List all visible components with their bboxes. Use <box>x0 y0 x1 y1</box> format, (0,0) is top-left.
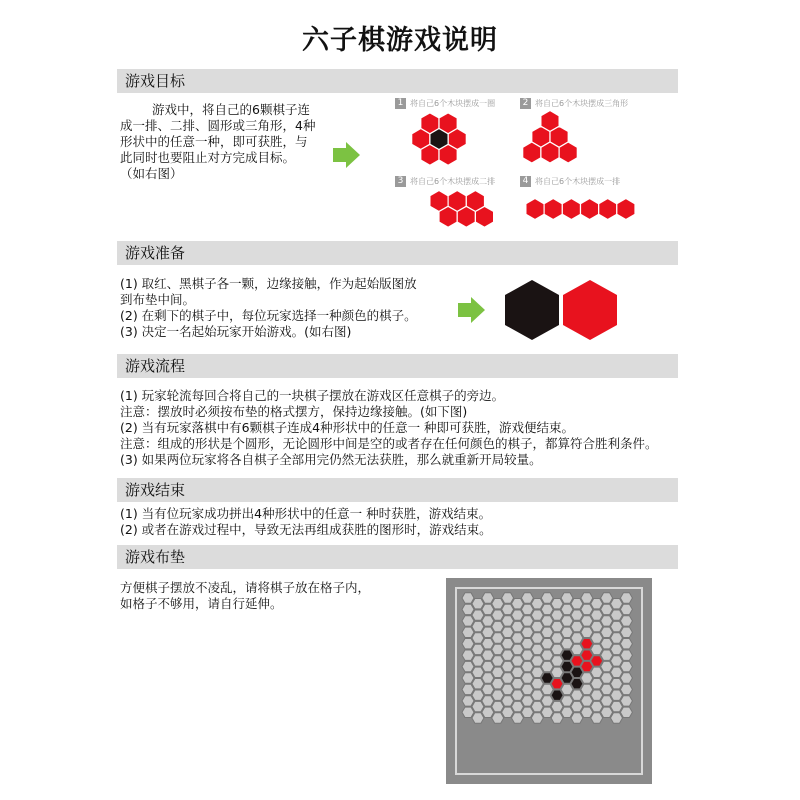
figure-caption: 将自己6个木块摆成二排 <box>410 177 496 186</box>
board-cell <box>541 604 553 614</box>
board-cell <box>521 661 533 671</box>
board-cell <box>482 673 494 683</box>
board-cell <box>482 650 494 660</box>
board-cell <box>591 713 603 723</box>
board-cell <box>482 616 494 626</box>
board-cell <box>611 610 623 620</box>
board-cell <box>620 593 632 603</box>
board-cell <box>512 633 524 643</box>
board-cell <box>462 639 474 649</box>
flow-line: (1) 玩家轮流每回合将自己的一块棋子摆放在游戏区任意棋子的旁边。 <box>120 388 505 403</box>
board-cell <box>541 627 553 637</box>
prepare-line: 到布垫中间。 <box>120 292 196 307</box>
board-cell <box>531 701 543 711</box>
board-cell <box>571 610 583 620</box>
black-piece <box>561 661 573 671</box>
board-cell <box>512 701 524 711</box>
board-cell <box>620 684 632 694</box>
board-cell <box>492 690 504 700</box>
board-cell <box>561 604 573 614</box>
prepare-line: (3) 决定一名起始玩家开始游戏。(如右图) <box>120 324 352 339</box>
board-cell <box>472 656 484 666</box>
page-title: 六子棋游戏说明 <box>302 25 498 56</box>
board-cell <box>521 627 533 637</box>
board-cell <box>541 684 553 694</box>
board-cell <box>591 667 603 677</box>
board-cell <box>512 656 524 666</box>
figure-number: 2 <box>520 98 531 109</box>
board-cell <box>462 707 474 717</box>
board-cell <box>561 627 573 637</box>
figure-caption: 将自己6个木块摆成一圈 <box>410 99 496 108</box>
red-piece <box>544 199 562 220</box>
board-cell <box>531 656 543 666</box>
board-cell <box>591 690 603 700</box>
board-cell <box>512 713 524 723</box>
flow-line: 注意：组成的形状是个圆形，无论圆形中间是空的或者存在任何颜色的棋子，都算符合胜利条件。 <box>120 436 658 451</box>
board-cell <box>472 633 484 643</box>
board-cell <box>601 639 613 649</box>
figure-caption: 将自己6个木块摆成三角形 <box>535 99 629 108</box>
red-piece <box>439 206 457 227</box>
black-piece <box>505 280 559 340</box>
board-cell <box>521 639 533 649</box>
figure-number: 1 <box>395 98 406 109</box>
board-cell <box>601 661 613 671</box>
board-cell <box>492 713 504 723</box>
flow-text <box>120 388 658 468</box>
board-cell <box>531 599 543 609</box>
red-piece <box>599 199 617 220</box>
board-cell <box>581 696 593 706</box>
end-line: (1) 当有位玩家成功拼出4种形状中的任意一 种时获胜，游戏结束。 <box>120 506 492 521</box>
red-piece <box>457 206 475 227</box>
board-cell <box>462 604 474 614</box>
board-cell <box>620 616 632 626</box>
board-cell <box>581 684 593 694</box>
goal-line: 形状中的任意一种，即可获胜，与 <box>120 134 308 149</box>
board-cell <box>521 650 533 660</box>
end-line: (2) 或者在游戏过程中，导致无法再组成获胜的图形时，游戏结束。 <box>120 522 492 537</box>
board-cell <box>611 644 623 654</box>
board-cell <box>531 713 543 723</box>
board-cell <box>571 599 583 609</box>
board-cell <box>571 713 583 723</box>
board-cell <box>521 673 533 683</box>
board-cell <box>571 621 583 631</box>
board-cell <box>620 604 632 614</box>
board-cell <box>472 690 484 700</box>
board-cell <box>551 621 563 631</box>
board-cell <box>611 667 623 677</box>
board-cell <box>601 673 613 683</box>
black-piece <box>571 679 583 689</box>
board-cell <box>591 701 603 711</box>
board-cell <box>462 593 474 603</box>
board-cell <box>620 696 632 706</box>
board-cell <box>462 684 474 694</box>
board-cell <box>551 599 563 609</box>
board-cell <box>571 690 583 700</box>
board-cell <box>531 633 543 643</box>
board-cell <box>611 633 623 643</box>
board-cell <box>551 610 563 620</box>
board-cell <box>541 696 553 706</box>
section-heading-prepare: 游戏准备 <box>117 241 678 265</box>
board-cell <box>521 684 533 694</box>
starting-pieces-figure <box>502 278 622 340</box>
board-cell <box>462 673 474 683</box>
red-piece <box>523 142 541 163</box>
goal-line: 成一排、二排、圆形或三角形，4种 <box>120 118 316 133</box>
board-cell <box>611 621 623 631</box>
board-cell <box>512 610 524 620</box>
board-cell <box>531 621 543 631</box>
figure-number: 3 <box>395 176 406 187</box>
board-cell <box>502 696 514 706</box>
figure-label-two-rows <box>395 176 495 187</box>
board-cell <box>492 599 504 609</box>
board-cell <box>472 599 484 609</box>
board-cell <box>541 593 553 603</box>
red-piece <box>581 650 593 660</box>
board-cell <box>462 661 474 671</box>
black-piece <box>551 690 563 700</box>
black-piece <box>561 650 573 660</box>
board-cell <box>591 679 603 689</box>
board-cell <box>601 593 613 603</box>
board-cell <box>581 707 593 717</box>
flow-line: (3) 如果两位玩家将各自棋子全部用完仍然无法获胜，那么就重新开局较量。 <box>120 452 542 467</box>
board-cell <box>462 616 474 626</box>
section-heading-mat: 游戏布垫 <box>117 545 678 569</box>
red-piece <box>571 656 583 666</box>
board-cell <box>462 696 474 706</box>
board-cell <box>472 621 484 631</box>
section-heading-end: 游戏结束 <box>117 478 678 502</box>
board-cell <box>482 604 494 614</box>
board-cell <box>502 616 514 626</box>
goal-line: 此同时也要阻止对方完成目标。 <box>120 150 296 165</box>
board-cell <box>492 621 504 631</box>
figure-caption: 将自己6个木块摆成一排 <box>535 177 621 186</box>
board-cell <box>601 650 613 660</box>
board-cell <box>571 644 583 654</box>
board-cell <box>512 679 524 689</box>
red-piece <box>581 661 593 671</box>
red-piece <box>617 199 635 220</box>
red-piece <box>551 679 563 689</box>
board-cell <box>502 673 514 683</box>
board-cell <box>492 701 504 711</box>
figure-triangle-shape <box>510 108 590 170</box>
board-cell <box>472 701 484 711</box>
flow-line: (2) 当有玩家落棋中有6颗棋子连成4种形状中的任意一 种即可获胜，游戏便结束。 <box>120 420 575 435</box>
board-cell <box>541 707 553 717</box>
board-cell <box>601 604 613 614</box>
board-cell <box>591 610 603 620</box>
board-cell <box>521 707 533 717</box>
prepare-line: (2) 在剩下的棋子中，每位玩家选择一种颜色的棋子。 <box>120 308 417 323</box>
board-cell <box>561 616 573 626</box>
board-cell <box>620 707 632 717</box>
red-piece <box>526 199 544 220</box>
board-cell <box>620 650 632 660</box>
board-cell <box>512 667 524 677</box>
board-cell <box>531 610 543 620</box>
board-cell <box>561 593 573 603</box>
board-cell <box>561 696 573 706</box>
board-cell <box>581 616 593 626</box>
figure-label-one-row <box>520 176 620 187</box>
board-cell <box>521 593 533 603</box>
arrow-right-icon <box>330 140 362 170</box>
board-cell <box>492 633 504 643</box>
board-cell <box>502 707 514 717</box>
board-cell <box>472 713 484 723</box>
board-cell <box>551 656 563 666</box>
board-cell <box>601 627 613 637</box>
board-cell <box>531 667 543 677</box>
board-cell <box>541 661 553 671</box>
board-cell <box>482 661 494 671</box>
board-cell <box>581 627 593 637</box>
board-cell <box>551 644 563 654</box>
board-cell <box>502 604 514 614</box>
black-piece <box>541 673 553 683</box>
board-cell <box>472 644 484 654</box>
board-cell <box>492 644 504 654</box>
board-cell <box>462 650 474 660</box>
board-cell <box>551 633 563 643</box>
board-cell <box>551 713 563 723</box>
board-cell <box>512 599 524 609</box>
arrow-right-icon <box>455 295 487 325</box>
figure-circle-shape <box>405 108 475 170</box>
board-cell <box>531 679 543 689</box>
board-cell <box>551 667 563 677</box>
board-cell <box>561 684 573 694</box>
board-cell <box>531 690 543 700</box>
board-cell <box>591 599 603 609</box>
board-cell <box>551 701 563 711</box>
figure-one-row-shape <box>525 197 650 221</box>
board-cell <box>482 684 494 694</box>
section-heading-flow: 游戏流程 <box>117 354 678 378</box>
red-piece <box>541 142 559 163</box>
mat-line: 方便棋子摆放不凌乱，请将棋子放在格子内， <box>120 580 371 595</box>
board-cell <box>492 667 504 677</box>
board-cell <box>521 696 533 706</box>
board-cell <box>620 661 632 671</box>
red-piece <box>559 142 577 163</box>
board-cell <box>611 713 623 723</box>
board-cell <box>611 701 623 711</box>
board-cell <box>492 679 504 689</box>
goal-line: （如右图） <box>120 166 183 181</box>
board-cell <box>482 696 494 706</box>
black-piece <box>430 129 448 150</box>
board-cell <box>502 684 514 694</box>
board-cell <box>591 644 603 654</box>
board-cell <box>502 639 514 649</box>
prepare-text <box>120 276 417 340</box>
black-piece <box>571 667 583 677</box>
red-piece <box>581 639 593 649</box>
end-text <box>120 506 492 538</box>
board-cell <box>482 593 494 603</box>
board-cell <box>472 679 484 689</box>
board-cell <box>472 667 484 677</box>
black-piece <box>561 673 573 683</box>
board-cell <box>571 633 583 643</box>
board-cell <box>611 599 623 609</box>
mat-line: 如格子不够用，请自行延伸。 <box>120 596 283 611</box>
board-cell <box>581 604 593 614</box>
board-cell <box>581 673 593 683</box>
prepare-line: (1) 取红、黑棋子各一颗，边缘接触，作为起始版图放 <box>120 276 417 291</box>
red-piece <box>475 206 493 227</box>
red-piece <box>591 656 603 666</box>
board-cell <box>482 627 494 637</box>
goal-text <box>120 102 315 182</box>
board-cell <box>601 707 613 717</box>
figure-two-rows-shape <box>425 190 505 232</box>
board-cell <box>521 604 533 614</box>
board-cell <box>611 656 623 666</box>
board-cell <box>620 639 632 649</box>
board-cell <box>502 593 514 603</box>
board-cell <box>571 701 583 711</box>
mat-text <box>120 580 370 612</box>
board-cell <box>502 650 514 660</box>
board-cell <box>601 684 613 694</box>
red-piece <box>562 199 580 220</box>
board-cell <box>531 644 543 654</box>
board-cell <box>591 621 603 631</box>
board-cell <box>512 644 524 654</box>
section-heading-goal: 游戏目标 <box>117 69 678 93</box>
board-cell <box>472 610 484 620</box>
board-cell <box>502 661 514 671</box>
board-cell <box>601 616 613 626</box>
game-mat-board <box>446 578 652 784</box>
figure-number: 4 <box>520 176 531 187</box>
board-cell <box>541 639 553 649</box>
board-cell <box>561 707 573 717</box>
board-cell <box>561 639 573 649</box>
board-cell <box>482 707 494 717</box>
red-piece <box>581 199 599 220</box>
board-cell <box>611 679 623 689</box>
board-cell <box>591 633 603 643</box>
goal-line: 游戏中，将自己的6颗棋子连 <box>152 102 310 117</box>
board-cell <box>462 627 474 637</box>
board-cell <box>611 690 623 700</box>
board-cell <box>512 621 524 631</box>
board-cell <box>601 696 613 706</box>
board-cell <box>482 639 494 649</box>
board-cell <box>620 673 632 683</box>
board-cell <box>521 616 533 626</box>
board-cell <box>541 650 553 660</box>
board-cell <box>502 627 514 637</box>
flow-line: 注意：摆放时必须按布垫的格式摆方，保持边缘接触。(如下图) <box>120 404 468 419</box>
board-cell <box>620 627 632 637</box>
board-cell <box>581 593 593 603</box>
board-cell <box>541 616 553 626</box>
board-cell <box>492 656 504 666</box>
board-cell <box>512 690 524 700</box>
red-piece <box>563 280 617 340</box>
board-cell <box>492 610 504 620</box>
